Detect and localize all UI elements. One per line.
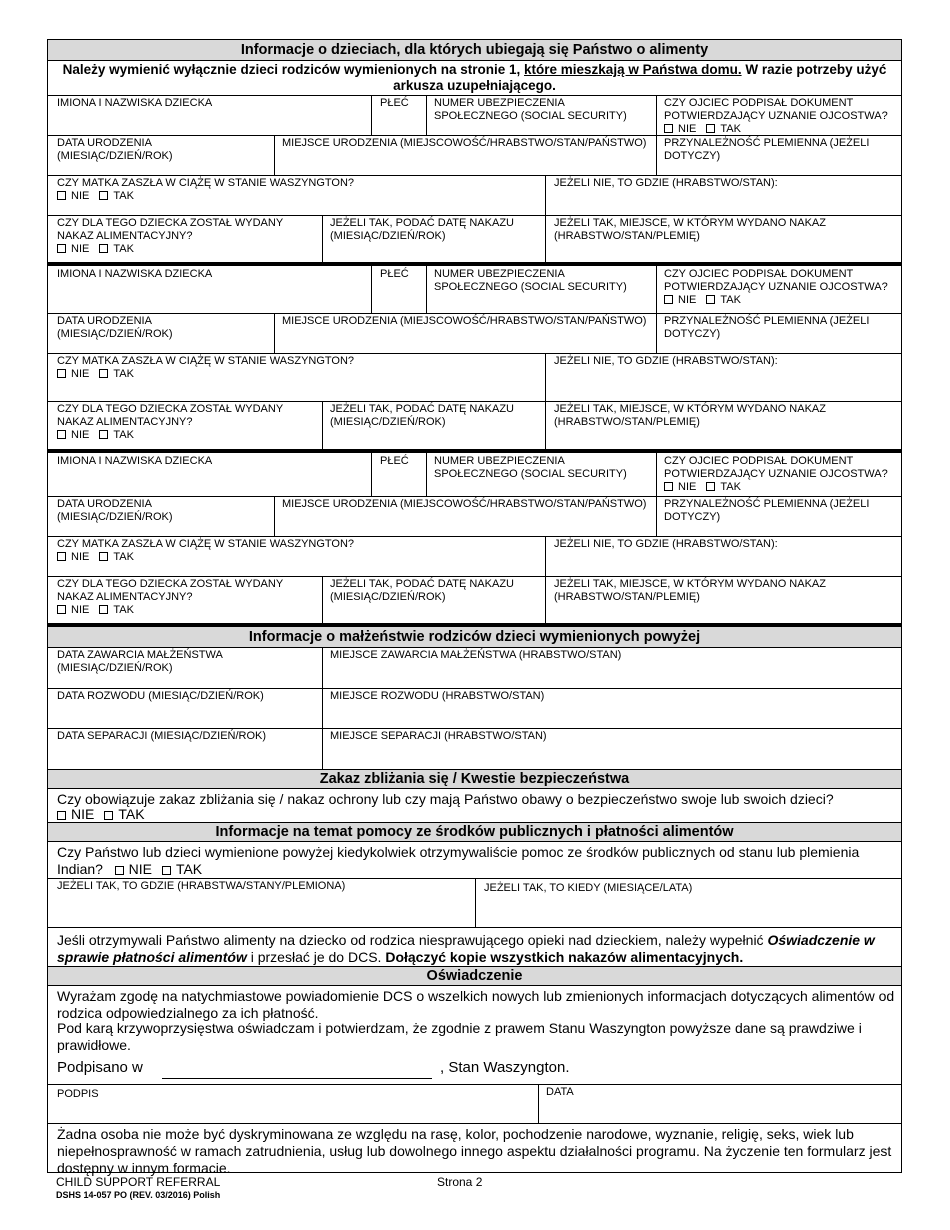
- child-ssn-field[interactable]: NUMER UBEZPIECZENIA SPOŁECZNEGO (SOCIAL SECURITY): [434, 268, 627, 293]
- separation-place-field[interactable]: MIEJSCE SEPARACJI (HRABSTWO/STAN): [330, 730, 547, 742]
- nondiscrimination-notice: Żadna osoba nie może być dyskryminowana ze względu na rasę, kolor, pochodzenie narodowe, wyznanie, religię, seks, wiek lub niepełnosprawność w ramach zatrudnienia, usług lub dowolnego innego aspektu działalności programu. Na życzenie ten formularz jest dostępny w innym formacie.: [57, 1126, 892, 1176]
- safety-question: Czy obowiązuje zakaz zbliżania się / nakaz ochrony lub czy mają Państwo obawy o bezpieczeństwo swoje lub swoich dzieci?: [57, 791, 834, 807]
- child-sex-field[interactable]: PŁEĆ: [380, 268, 409, 280]
- pregnant-no-checkbox[interactable]: [57, 191, 66, 200]
- paternity-no-checkbox[interactable]: [664, 295, 673, 304]
- assistance-yes-checkbox[interactable]: [162, 866, 171, 875]
- pregnant-wa-question: CZY MATKA ZASZŁA W CIĄŻĘ W STANIE WASZYNGTON? NIE TAK: [57, 355, 355, 380]
- separation-date-field[interactable]: DATA SEPARACJI (MIESIĄC/DZIEŃ/ROK): [57, 730, 267, 742]
- tribe-field[interactable]: PRZYNALEŻNOŚĆ PLEMIENNA (JEŻELI DOTYCZY): [664, 315, 870, 340]
- divorce-date-field[interactable]: DATA ROZWODU (MIESIĄC/DZIEŃ/ROK): [57, 690, 264, 702]
- child-name-field[interactable]: IMIONA I NAZWISKA DZIECKA: [57, 97, 213, 109]
- order-no-checkbox[interactable]: [57, 430, 66, 439]
- pregnant-yes-checkbox[interactable]: [99, 552, 108, 561]
- safety-yes-checkbox[interactable]: [104, 811, 113, 820]
- if-not-where-field[interactable]: JEŻELI NIE, TO GDZIE (HRABSTWO/STAN):: [554, 355, 778, 367]
- order-date-field[interactable]: JEŻELI TAK, PODAĆ DATĘ NAKAZU (MIESIĄC/DZIEŃ/ROK): [330, 217, 514, 242]
- child-sex-field[interactable]: PŁEĆ: [380, 97, 409, 109]
- pregnant-wa-question: CZY MATKA ZASZŁA W CIĄŻĘ W STANIE WASZYNGTON? NIE TAK: [57, 538, 355, 563]
- order-no-checkbox[interactable]: [57, 605, 66, 614]
- safety-no-checkbox[interactable]: [57, 811, 66, 820]
- child-support-form-page: [47, 39, 902, 1176]
- signature-field[interactable]: PODPIS: [57, 1088, 99, 1100]
- tribe-field[interactable]: PRZYNALEŻNOŚĆ PLEMIENNA (JEŻELI DOTYCZY): [664, 137, 870, 162]
- order-yes-checkbox[interactable]: [99, 430, 108, 439]
- date-field[interactable]: DATA: [546, 1086, 574, 1098]
- consent-statement: Wyrażam zgodę na natychmiastowe powiadomienie DCS o wszelkich nowych lub zmienionych informacjach dotyczących alimentów od rodzica odpowiedzialnego za ich płatność.: [57, 988, 895, 1021]
- form-id: DSHS 14-057 PO (REV. 03/2016) Polish: [56, 1190, 221, 1200]
- order-date-field[interactable]: JEŻELI TAK, PODAĆ DATĘ NAKAZU (MIESIĄC/DZIEŃ/ROK): [330, 403, 514, 428]
- birth-place-field[interactable]: MIEJSCE URODZENIA (MIEJSCOWOŚĆ/HRABSTWO/STAN/PAŃSTWO): [282, 498, 647, 510]
- order-yes-checkbox[interactable]: [99, 244, 108, 253]
- paternity-question: CZY OJCIEC PODPISAŁ DOKUMENT POTWIERDZAJĄCY UZNANIE OJCOSTWA? NIE TAK: [664, 455, 888, 493]
- birth-date-field[interactable]: DATA URODZENIA (MIESIĄC/DZIEŃ/ROK): [57, 498, 173, 523]
- paternity-question: CZY OJCIEC PODPISAŁ DOKUMENT POTWIERDZAJĄCY UZNANIE OJCOSTWA? NIE TAK: [664, 97, 888, 135]
- state-suffix: , Stan Waszyngton.: [440, 1059, 570, 1076]
- section-header-assistance: Informacje na temat pomocy ze środków publicznych i płatności alimentów: [48, 823, 901, 841]
- pregnant-yes-checkbox[interactable]: [99, 369, 108, 378]
- page-number: Strona 2: [437, 1175, 483, 1189]
- section-header-marriage: Informacje o małżeństwie rodziców dzieci wymienionych powyżej: [48, 627, 901, 647]
- child-ssn-field[interactable]: NUMER UBEZPIECZENIA SPOŁECZNEGO (SOCIAL SECURITY): [434, 97, 627, 122]
- child-name-field[interactable]: IMIONA I NAZWISKA DZIECKA: [57, 455, 213, 467]
- assistance-when-field[interactable]: JEŻELI TAK, TO KIEDY (MIESIĄCE/LATA): [484, 882, 693, 894]
- paternity-no-checkbox[interactable]: [664, 482, 673, 491]
- form-title: CHILD SUPPORT REFERRAL: [56, 1175, 221, 1189]
- paternity-question: CZY OJCIEC PODPISAŁ DOKUMENT POTWIERDZAJĄCY UZNANIE OJCOSTWA? NIE TAK: [664, 268, 888, 306]
- section-header-children: Informacje o dzieciach, dla których ubiegają się Państwo o alimenty: [48, 40, 901, 60]
- signed-at-city-field[interactable]: [162, 1060, 432, 1079]
- tribe-field[interactable]: PRZYNALEŻNOŚĆ PLEMIENNA (JEŻELI DOTYCZY): [664, 498, 870, 523]
- pregnant-yes-checkbox[interactable]: [99, 191, 108, 200]
- order-place-field[interactable]: JEŻELI TAK, MIEJSCE, W KTÓRYM WYDANO NAKAZ (HRABSTWO/STAN/PLEMIĘ): [554, 217, 826, 242]
- order-place-field[interactable]: JEŻELI TAK, MIEJSCE, W KTÓRYM WYDANO NAKAZ (HRABSTWO/STAN/PLEMIĘ): [554, 578, 826, 603]
- perjury-statement: Pod karą krzywoprzysięstwa oświadczam i potwierdzam, że zgodnie z prawem Stanu Waszyngton powyższe dane są prawdziwe i prawidłowe.: [57, 1020, 862, 1053]
- signed-at-label: Podpisano w: [57, 1059, 143, 1076]
- order-no-checkbox[interactable]: [57, 244, 66, 253]
- child-ssn-field[interactable]: NUMER UBEZPIECZENIA SPOŁECZNEGO (SOCIAL SECURITY): [434, 455, 627, 480]
- pregnant-no-checkbox[interactable]: [57, 369, 66, 378]
- order-issued-question: CZY DLA TEGO DZIECKA ZOSTAŁ WYDANY NAKAZ ALIMENTACYJNY? NIE TAK: [57, 403, 283, 441]
- if-not-where-field[interactable]: JEŻELI NIE, TO GDZIE (HRABSTWO/STAN):: [554, 177, 778, 189]
- children-instructions: Należy wymienić wyłącznie dzieci rodziców wymienionych na stronie 1, które mieszkają w Państwa domu. W razie potrzeby użyć arkusza uzupełniającego.: [62, 62, 887, 93]
- birth-place-field[interactable]: MIEJSCE URODZENIA (MIEJSCOWOŚĆ/HRABSTWO/STAN/PAŃSTWO): [282, 137, 647, 149]
- support-payment-note: Jeśli otrzymywali Państwo alimenty na dziecko od rodzica niesprawującego opieki nad dzieckiem, należy wypełnić Oświadczenie w sprawie płatności alimentów i przesłać je do DCS. Dołączyć kopie wszystkich nakazów alimentacyjnych.: [57, 932, 875, 965]
- if-not-where-field[interactable]: JEŻELI NIE, TO GDZIE (HRABSTWO/STAN):: [554, 538, 778, 550]
- assistance-question: Czy Państwo lub dzieci wymienione powyżej kiedykolwiek otrzymywaliście pomoc ze środków publicznych od stanu lub plemienia Indian? NIE TAK: [57, 844, 860, 877]
- paternity-yes-checkbox[interactable]: [706, 482, 715, 491]
- child-sex-field[interactable]: PŁEĆ: [380, 455, 409, 467]
- paternity-yes-checkbox[interactable]: [706, 295, 715, 304]
- order-date-field[interactable]: JEŻELI TAK, PODAĆ DATĘ NAKAZU (MIESIĄC/DZIEŃ/ROK): [330, 578, 514, 603]
- order-yes-checkbox[interactable]: [99, 605, 108, 614]
- birth-place-field[interactable]: MIEJSCE URODZENIA (MIEJSCOWOŚĆ/HRABSTWO/STAN/PAŃSTWO): [282, 315, 647, 327]
- paternity-no-checkbox[interactable]: [664, 124, 673, 133]
- safety-options: NIE TAK: [57, 806, 155, 823]
- section-header-declaration: Oświadczenie: [48, 967, 901, 985]
- pregnant-no-checkbox[interactable]: [57, 552, 66, 561]
- divorce-place-field[interactable]: MIEJSCE ROZWODU (HRABSTWO/STAN): [330, 690, 545, 702]
- birth-date-field[interactable]: DATA URODZENIA (MIESIĄC/DZIEŃ/ROK): [57, 315, 173, 340]
- assistance-where-field[interactable]: JEŻELI TAK, TO GDZIE (HRABSTWA/STANY/PLEMIONA): [57, 880, 346, 892]
- child-name-field[interactable]: IMIONA I NAZWISKA DZIECKA: [57, 268, 213, 280]
- section-header-safety: Zakaz zbliżania się / Kwestie bezpieczeństwa: [48, 770, 901, 788]
- marriage-date-field[interactable]: DATA ZAWARCIA MAŁŻEŃSTWA (MIESIĄC/DZIEŃ/ROK): [57, 649, 223, 674]
- paternity-yes-checkbox[interactable]: [706, 124, 715, 133]
- order-issued-question: CZY DLA TEGO DZIECKA ZOSTAŁ WYDANY NAKAZ ALIMENTACYJNY? NIE TAK: [57, 578, 283, 616]
- marriage-place-field[interactable]: MIEJSCE ZAWARCIA MAŁŻEŃSTWA (HRABSTWO/STAN): [330, 649, 622, 661]
- order-issued-question: CZY DLA TEGO DZIECKA ZOSTAŁ WYDANY NAKAZ ALIMENTACYJNY? NIE TAK: [57, 217, 283, 255]
- order-place-field[interactable]: JEŻELI TAK, MIEJSCE, W KTÓRYM WYDANO NAKAZ (HRABSTWO/STAN/PLEMIĘ): [554, 403, 826, 428]
- birth-date-field[interactable]: DATA URODZENIA (MIESIĄC/DZIEŃ/ROK): [57, 137, 173, 162]
- pregnant-wa-question: CZY MATKA ZASZŁA W CIĄŻĘ W STANIE WASZYNGTON? NIE TAK: [57, 177, 355, 202]
- assistance-no-checkbox[interactable]: [115, 866, 124, 875]
